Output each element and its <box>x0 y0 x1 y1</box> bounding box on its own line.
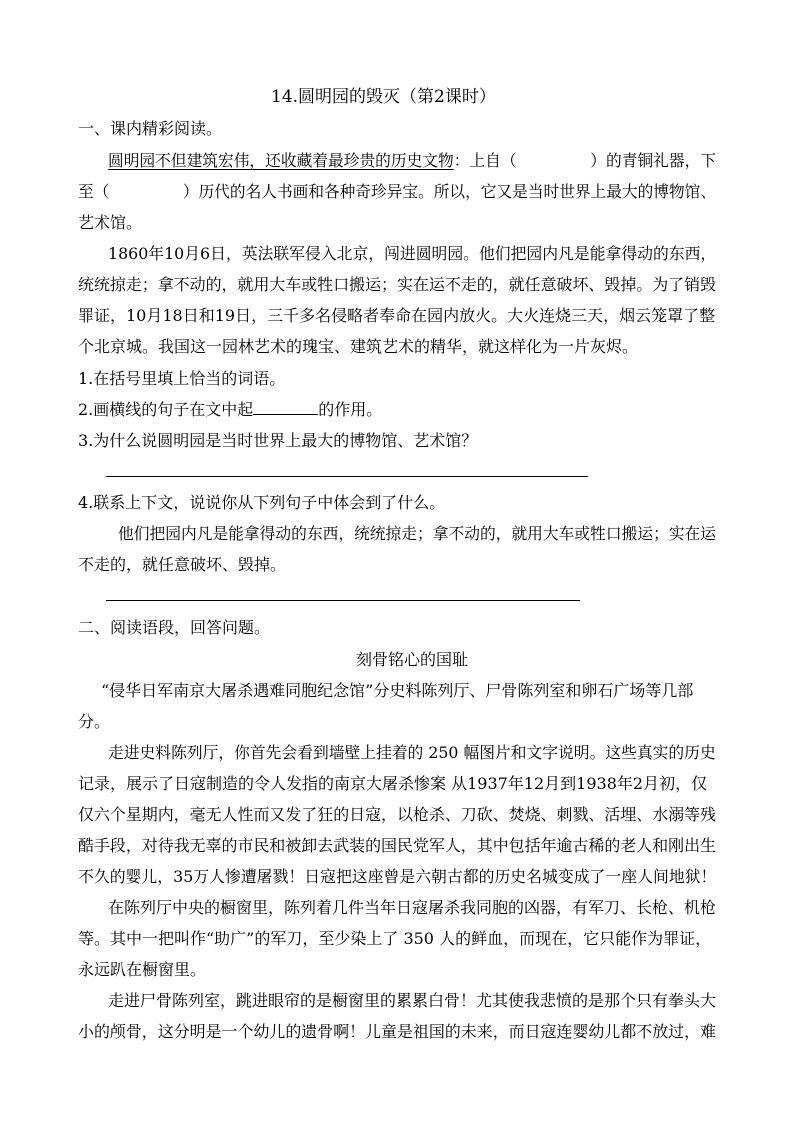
question-3: 3.为什么说圆明园是当时世界上最大的博物馆、艺术馆？ <box>78 431 478 450</box>
passage-para3-line1: 在陈列厅中央的橱窗里，陈列着几件当年日寇屠杀我同胞的凶器，有军刀、长枪、机枪 <box>108 898 717 917</box>
question-2-text-b: 的作用。 <box>318 400 383 419</box>
section1-para2-line2: 统统掠走；拿不动的，就用大车或牲口搬运；实在运不走的，就任意破坏、毁掉。为了销毁 <box>78 275 717 294</box>
question-4-quote-line2: 不走的，就任意破坏、毁掉。 <box>78 555 287 574</box>
section1-para2-line1: 1860年10月6日，英法联军侵入北京，闯进圆明园。他们把园内凡是能拿得动的东西， <box>108 244 717 263</box>
passage-para2-line2: 记录，展示了日寇制造的令人发指的南京大屠杀惨案 从1937年12月到1938年2月初，仅 <box>78 774 708 793</box>
passage-para3-line2: 等。其中一把叫作“助广”的军刀，至少染上了 350 人的鲜血，而现在，它只能作为罪证， <box>78 929 712 948</box>
passage-para4-line2: 小的颅骨，这分明是一个幼儿的遗骨啊！儿童是祖国的未来，而日寇连婴幼儿都不放过，难 <box>78 1022 717 1041</box>
passage-para2-line1: 走进史料陈列厅，你首先会看到墙壁上挂着的 250 幅图片和文字说明。这些真实的历史 <box>108 743 716 762</box>
passage-para2-line5: 不久的婴儿，35万人惨遭屠戮！日寇把这座曾是六朝古都的历史名城变成了一座人间地狱！ <box>78 867 717 886</box>
para1-text-b: ）的青铜礼器，下 <box>590 151 717 170</box>
page-title: 14.圆明园的毁灭（第2课时） <box>271 87 496 107</box>
section1-para1-line1 <box>108 151 716 171</box>
question-2 <box>78 400 382 420</box>
passage-para3-line3: 永远趴在橱窗里。 <box>78 960 207 979</box>
para1-text-d: ）历代的名人书画和各种奇珍异宝。所以，它又是当时世界上最大的博物馆、 <box>182 182 717 201</box>
passage-para2-line4: 酷手段，对待我无辜的市民和被卸去武装的国民党军人，其中包括年逾古稀的老人和刚出生 <box>78 836 717 855</box>
answer-line-q3[interactable] <box>106 476 588 477</box>
passage-para2-line3: 仅六个星期内，毫无人性而又发了狂的日寇，以枪杀、刀砍、焚烧、刺戮、活埋、水溺等残 <box>78 805 717 824</box>
section1-para2-line3: 罪证，10月18日和19日，三千多名侵略者奉命在园内放火。大火连烧三天，烟云笼罩了整 <box>78 306 716 325</box>
section2-heading: 二、阅读语段，回答问题。 <box>78 618 271 637</box>
passage-para1-line2: 分。 <box>78 712 111 731</box>
question-1: 1.在括号里填上恰当的词语。 <box>78 369 286 388</box>
question-2-text-a: 2.画横线的句子在文中起 <box>78 400 254 419</box>
section1-heading: 一、课内精彩阅读。 <box>78 119 223 138</box>
passage-para1-line1: “侵华日军南京大屠杀遇难同胞纪念馆”分史料陈列厅、尸骨陈列室和卵石广场等几部 <box>101 681 694 700</box>
question-4: 4.联系上下文，说说你从下列句子中体会到了什么。 <box>78 493 446 512</box>
para1-text-c: 至（ <box>78 182 110 201</box>
passage-para4-line1: 走进尸骨陈列室，跳进眼帘的是橱窗里的累累白骨！尤其使我悲愤的是那个只有拳头大 <box>108 991 717 1010</box>
passage-title: 刻骨铭心的国耻 <box>356 650 469 669</box>
question-4-quote-line1: 他们把园内凡是能拿得动的东西，统统掠走；拿不动的，就用大车或牲口搬运；实在运 <box>118 524 717 543</box>
section1-para1-line3: 艺术馆。 <box>78 213 143 232</box>
para1-text-a: ：上自（ <box>453 151 517 170</box>
answer-line-q4[interactable] <box>106 600 580 601</box>
section1-para1-line2 <box>78 182 716 202</box>
underlined-sentence: 圆明园不但建筑宏伟，还收藏着最珍贵的历史文物 <box>108 151 454 170</box>
section1-para2-line4: 个北京城。我国这一园林艺术的瑰宝、建筑艺术的精华，就这样化为一片灰烬。 <box>78 337 639 356</box>
question-2-blank[interactable] <box>253 400 318 415</box>
